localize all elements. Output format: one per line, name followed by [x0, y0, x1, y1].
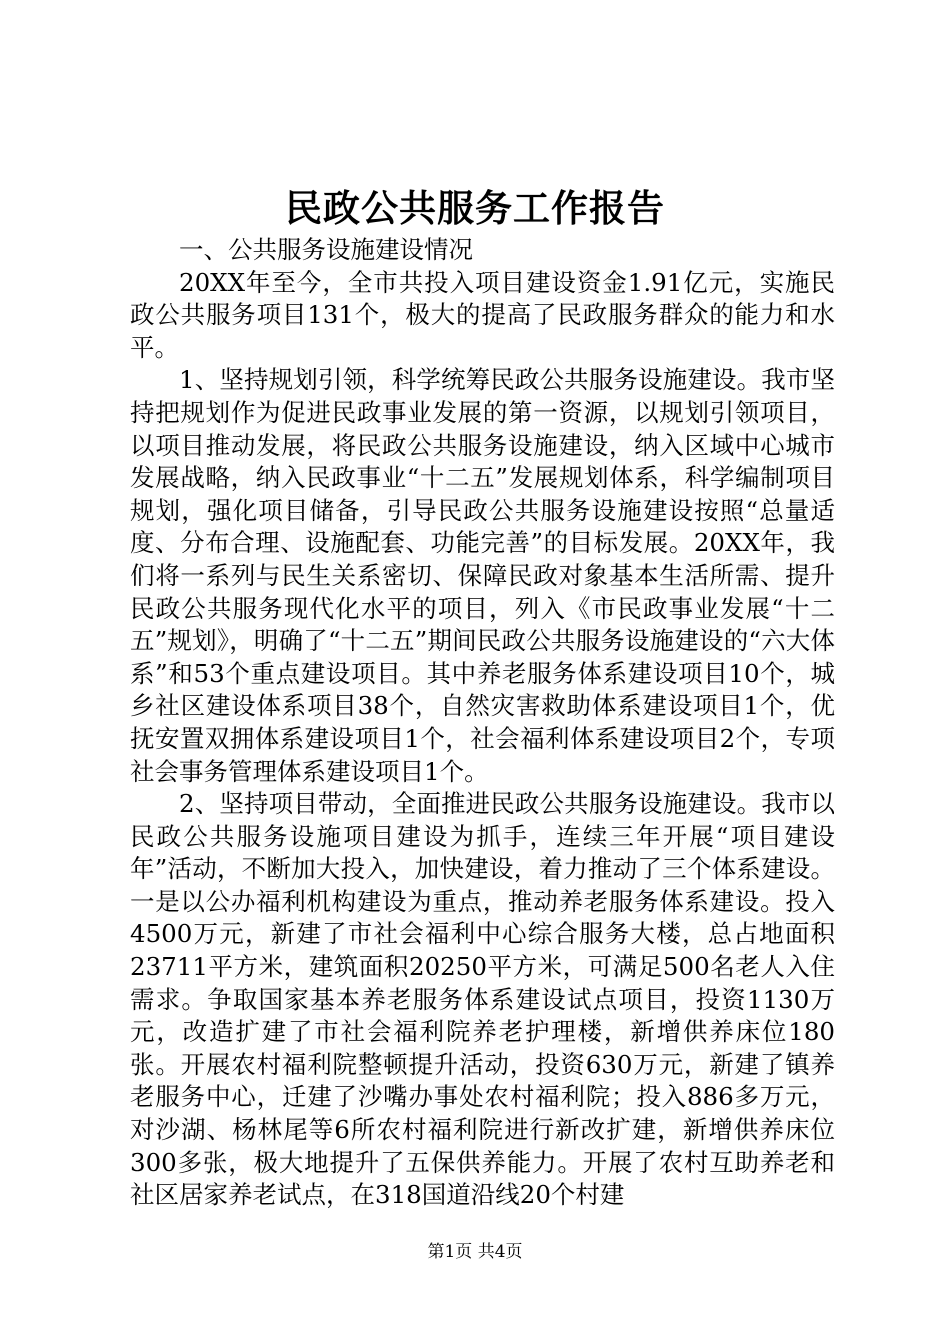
paragraph-summary: 20XX年至今，全市共投入项目建设资金1.91亿元，实施民政公共服务项目131个，极大的提高了民政服务群众的能力和水平。: [130, 267, 835, 362]
document-body: [130, 234, 835, 1212]
section-heading: 一、公共服务设施建设情况: [179, 235, 473, 264]
document-title: 民政公共服务工作报告: [285, 186, 665, 230]
page-number-footer: 第1页 共4页: [427, 1242, 523, 1262]
paragraph-projects: 2、坚持项目带动，全面推进民政公共服务设施建设。我市以民政公共服务设施项目建设为抓手，连续三年开展“项目建设年”活动，不断加大投入，加快建设，着力推动了三个体系建设。一是以公办福利机构建设为重点，推动养老服务体系建设。投入4500万元，新建了市社会福利中心综合服务大楼，总占地面积23711平方米，建筑面积20250平方米，可满足500名老人入住需求。争取国家基本养老服务体系建设试点项目，投资1130万元，改造扩建了市社会福利院养老护理楼，新增供养床位180张。开展农村福利院整顿提升活动，投资630万元，新建了镇养老服务中心，迁建了沙嘴办事处农村福利院；投入886多万元，对沙湖、杨林尾等6所农村福利院进行新改扩建，新增供养床位300多张，极大地提升了五保供养能力。开展了农村互助养老和社区居家养老试点，在318国道沿线20个村建: [130, 789, 835, 1210]
paragraph-planning: 1、坚持规划引领，科学统筹民政公共服务设施建设。我市坚持把规划作为促进民政事业发展的第一资源，以规划引领项目，以项目推动发展，将民政公共服务设施建设，纳入区域中心城市发展战略，纳入民政事业“十二五”发展规划体系，科学编制项目规划，强化项目储备，引导民政公共服务设施建设按照“总量适度、分布合理、设施配套、功能完善”的目标发展。20XX年，我们将一系列与民生关系密切、保障民政对象基本生活所需、提升民政公共服务现代化水平的项目，列入《市民政事业发展“十二五”规划》，明确了“十二五”期间民政公共服务设施建设的“六大体系”和53个重点建设项目。其中养老服务体系建设项目10个，城乡社区建设体系项目38个，自然灾害救助体系建设项目1个，优抚安置双拥体系建设项目1个，社会福利体系建设项目2个，专项社会事务管理体系建设项目1个。: [130, 365, 835, 786]
